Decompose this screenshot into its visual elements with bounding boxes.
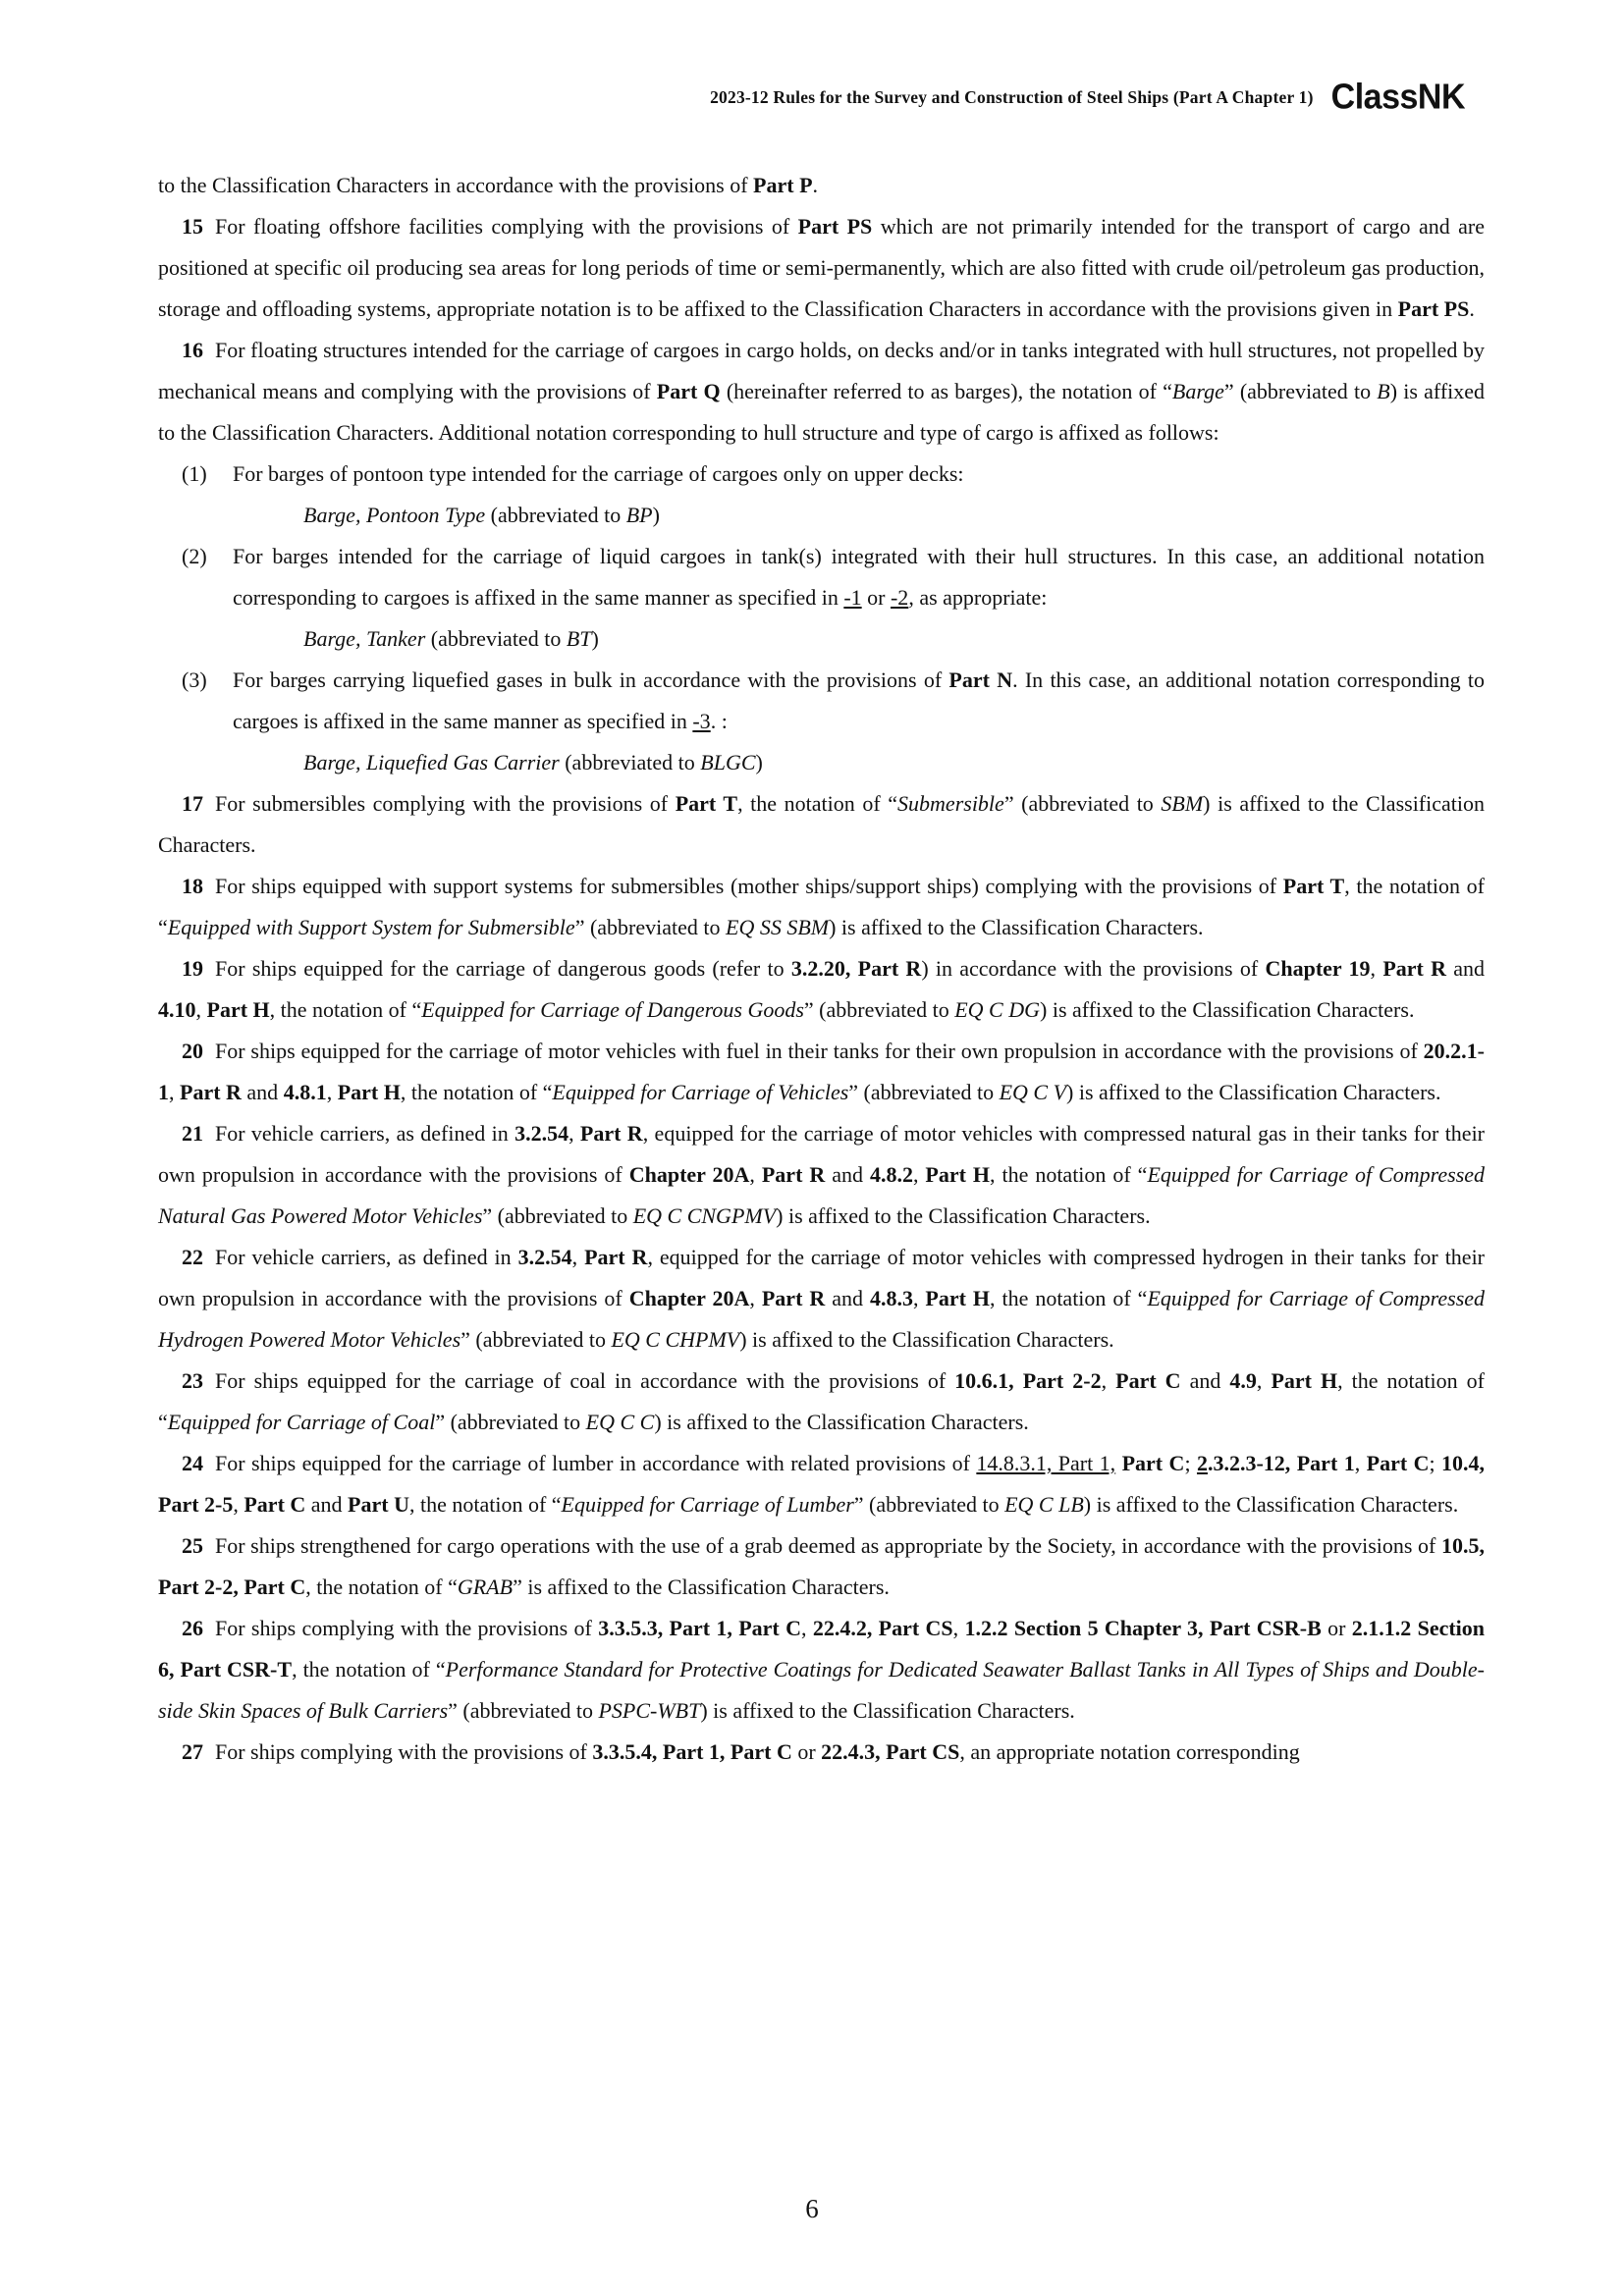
list-item: (1) For barges of pontoon type intended for the carriage of cargoes only on upper decks: — [182, 461, 964, 486]
paragraph-19: 19 For ships equipped for the carriage of dangerous goods (refer to 3.2.20, Part R) in accordance with the provisions of Chapter 19, Part R and 4.10, Part H, the notation of “Equipped for Carriage of Dangerous Goods” (abbreviated to EQ C DG) is affixed to the Classification Characters. — [158, 956, 1486, 1022]
paragraph-20: 20 For ships equipped for the carriage of motor vehicles with fuel in their tanks for their own propulsion in accordance with the provisions of 20.2.1-1, Part R and 4.8.1, Part H, the notation of “Equipped for Carriage of Vehicles” (abbreviated to EQ C V) is affixed to the Classification Characters. — [158, 1039, 1485, 1104]
page-number: 6 — [805, 2194, 819, 2223]
reference-link[interactable]: -1 — [843, 585, 862, 610]
classnk-logo: ClassNK — [1330, 78, 1465, 117]
notation-line: Barge, Pontoon Type (abbreviated to BP) — [303, 503, 660, 527]
reference-link[interactable]: 14.8.3.1, Part 1, — [976, 1451, 1116, 1475]
paragraph-25: 25 For ships strengthened for cargo operations with the use of a grab deemed as appropriate by the Society, in accordance with the provisions of 10.5, Part 2-2, Part C, the notation of “GRAB” is affixed to the Classification Characters. — [158, 1533, 1485, 1599]
paragraph-18: 18 For ships equipped with support systems for submersibles (mother ships/support ships) complying with the provisions of Part T, the notation of “Equipped with Support System for Submersible” (abbreviated to EQ SS SBM) is affixed to the Classification Characters. — [158, 874, 1485, 939]
reference-link[interactable]: -2 — [890, 585, 909, 610]
reference-link[interactable]: 2 — [1196, 1451, 1208, 1475]
document-body — [158, 165, 1485, 1773]
paragraph-16: 16 For floating structures intended for the carriage of cargoes in cargo holds, on decks and/or in tanks integrated with hull structures, not propelled by mechanical means and complying with the provisions of Part Q (hereinafter referred to as barges), the notation of “Barge” (abbreviated to B) is affixed to the Classification Characters. Additional notation corresponding to hull structure and type of cargo is affixed as follows: — [158, 338, 1486, 445]
list-item: (2) For barges intended for the carriage of liquid cargoes in tank(s) integrated with their hull structures. In this case, an additional notation corresponding to cargoes is affixed in the same manner as specified in -1 or -2, as appropriate: — [182, 544, 1485, 610]
paragraph-17: 17 For submersibles complying with the provisions of Part T, the notation of “Submersible” (abbreviated to SBM) is affixed to the Classification Characters. — [158, 791, 1486, 857]
paragraph-26: 26 For ships complying with the provisions of 3.3.5.3, Part 1, Part C, 22.4.2, Part CS, 1.2.2 Section 5 Chapter 3, Part CSR-B or 2.1.1.2 Section 6, Part CSR-T, the notation of “Performance Standard for Protective Coatings for Dedicated Seawater Ballast Tanks in All Types of Ships and Double-side Skin Spaces of Bulk Carriers” (abbreviated to PSPC-WBT) is affixed to the Classification Characters. — [158, 1616, 1486, 1723]
notation-line: Barge, Tanker (abbreviated to BT) — [303, 626, 599, 651]
paragraph-21: 21 For vehicle carriers, as defined in 3.2.54, Part R, equipped for the carriage of motor vehicles with compressed natural gas in their tanks for their own propulsion in accordance with the provisions of Chapter 20A, Part R and 4.8.2, Part H, the notation of “Equipped for Carriage of Compressed Natural Gas Powered Motor Vehicles” (abbreviated to EQ C CNGPMV) is affixed to the Classification Characters. — [158, 1121, 1486, 1228]
paragraph-22: 22 For vehicle carriers, as defined in 3.2.54, Part R, equipped for the carriage of motor vehicles with compressed hydrogen in their tanks for their own propulsion in accordance with the provisions of Chapter 20A, Part R and 4.8.3, Part H, the notation of “Equipped for Carriage of Compressed Hydrogen Powered Motor Vehicles” (abbreviated to EQ C CHPMV) is affixed to the Classification Characters. — [158, 1245, 1486, 1352]
page-header — [710, 79, 1465, 117]
paragraph-27: 27 For ships complying with the provisions of 3.3.5.4, Part 1, Part C or 22.4.3, Part CS, an appropriate notation corresponding — [182, 1739, 1300, 1764]
list-item: (3) For barges carrying liquefied gases in bulk in accordance with the provisions of Part N. In this case, an additional notation corresponding to cargoes is affixed in the same manner as specified in -3. : — [182, 667, 1485, 733]
paragraph-continuation: to the Classification Characters in accordance with the provisions of Part P. — [158, 173, 819, 197]
notation-line: Barge, Liquefied Gas Carrier (abbreviated to BLGC) — [303, 750, 763, 774]
paragraph-15: 15 For floating offshore facilities complying with the provisions of Part PS which are not primarily intended for the transport of cargo and are positioned at specific oil producing sea areas for long periods of time or semi-permanently, which are also fitted with crude oil/petroleum gas production, storage and offloading systems, appropriate notation is to be affixed to the Classification Characters in accordance with the provisions given in Part PS. — [158, 214, 1486, 321]
paragraph-23: 23 For ships equipped for the carriage of coal in accordance with the provisions of 10.6.1, Part 2-2, Part C and 4.9, Part H, the notation of “Equipped for Carriage of Coal” (abbreviated to EQ C C) is affixed to the Classification Characters. — [158, 1368, 1485, 1434]
paragraph-24: 24 For ships equipped for the carriage of lumber in accordance with related provisions of 14.8.3.1, Part 1, Part C; 2.3.2.3-12, Part 1, Part C; 10.4, Part 2-5, Part C and Part U, the notation of “Equipped for Carriage of Lumber” (abbreviated to EQ C LB) is affixed to the Classification Characters. — [158, 1451, 1486, 1517]
reference-link[interactable]: -3 — [692, 709, 711, 733]
header-title: 2023-12 Rules for the Survey and Construction of Steel Ships (Part A Chapter 1) — [710, 87, 1314, 107]
